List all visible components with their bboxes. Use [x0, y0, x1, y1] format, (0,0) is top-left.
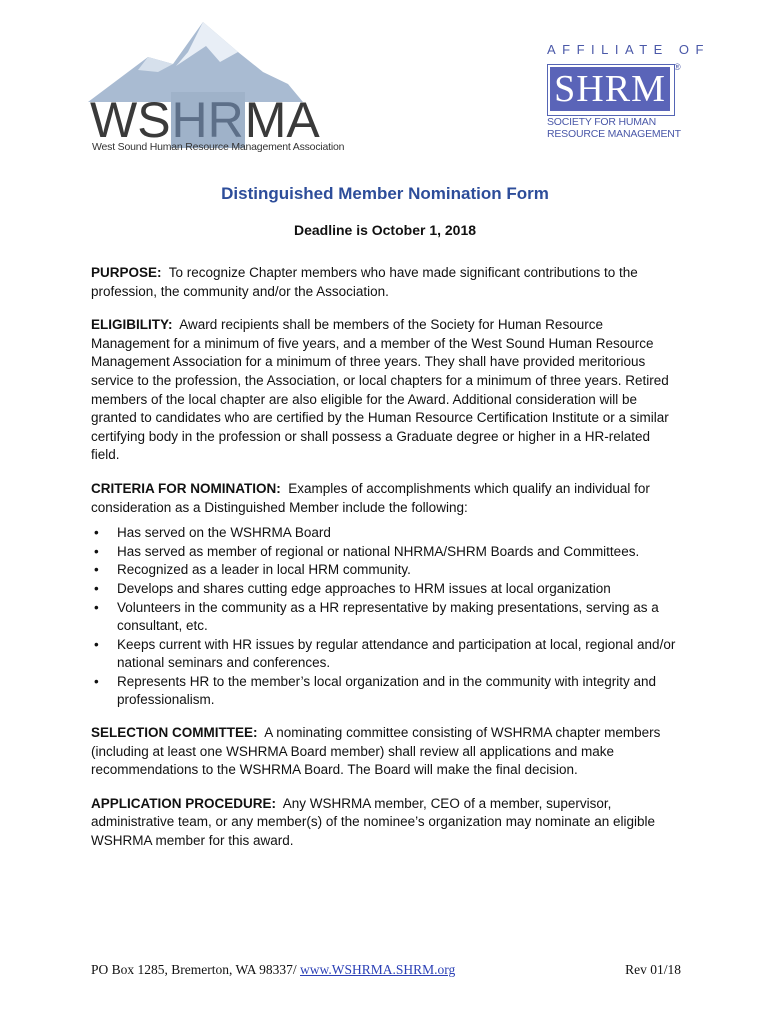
criteria-text: Examples of accomplishments which qualify an individual for consideration as a Distinguished Member include the following: [91, 480, 650, 515]
shrm-wordmark: SHRM [550, 67, 670, 111]
selection-text: A nominating committee consisting of WSHRMA chapter members (including at least one WSHRMA Board member) shall review all applications and make recommendations to the WSHRMA Board. The Board will make the final decision. [91, 725, 661, 778]
shrm-affiliate-logo [547, 42, 710, 152]
criteria-label: CRITERIA FOR NOMINATION: [91, 480, 281, 496]
revision-label: Rev 01/18 [625, 962, 681, 977]
wshrma-wordmark: WSHRMA [90, 92, 320, 148]
eligibility-section [91, 316, 681, 465]
shrm-subtitle [547, 116, 681, 140]
application-text: Any WSHRMA member, CEO of a member, supervisor, administrative team, or any member(s) of the nominee’s organization may nominate an eligible WSHRMA member for this award. [91, 795, 656, 849]
criteria-section [91, 480, 681, 517]
shrm-subtitle-line2: RESOURCE MANAGEMENT [547, 128, 681, 140]
selection-section [91, 724, 681, 780]
list-item: • Represents HR to the member’s local organization and in the community with integrity and professionalism. [111, 673, 681, 710]
registered-mark: ® [674, 62, 681, 72]
footer-address [91, 962, 455, 978]
address-text: PO Box 1285, Bremerton, WA 98337/ [91, 962, 300, 977]
shrm-box [547, 64, 675, 116]
wshrma-subtitle: West Sound Human Resource Management Association [92, 141, 345, 153]
list-item: • Recognized as a leader in local HRM community. [111, 561, 681, 580]
affiliate-label: AFFILIATE OF [547, 42, 710, 57]
website-link[interactable]: www.WSHRMA.SHRM.org [300, 962, 456, 977]
mountain-icon [88, 22, 303, 102]
eligibility-label: ELIGIBILITY: [91, 317, 173, 333]
purpose-label: PURPOSE: [91, 265, 162, 280]
eligibility-text: Award recipients shall be members of the Society for Human Resource Management for a minimum of five years, and a member of the West Sound Human Resource Management Association for a minimum of three years. They shall have provided meritorious service to the profession, the Association, or local chapters for a minimum of three years. Retired members of the local chapter are also eligible for the Award. Additional consideration will be granted to candidates who are certified by the Human Resource Certification Institute or a similar certifying body in the profession or shall possess a Graduate degree or higher in a HR-related field. [91, 317, 669, 463]
list-item: • Has served as member of regional or national NHRMA/SHRM Boards and Committees. [111, 543, 681, 562]
list-item: • Keeps current with HR issues by regular attendance and participation at local, regional and/or national seminars and conferences. [111, 636, 681, 673]
application-section [91, 795, 681, 851]
form-title: Distinguished Member Nomination Form [221, 184, 549, 203]
wshrma-logo [88, 22, 345, 157]
list-item: • Volunteers in the community as a HR representative by making presentations, serving as a consultant, etc. [111, 599, 681, 636]
list-item: • Has served on the WSHRMA Board [111, 524, 681, 543]
purpose-section [91, 264, 681, 301]
criteria-list [91, 524, 681, 710]
deadline: Deadline is October 1, 2018 [293, 222, 477, 238]
purpose-text: To recognize Chapter members who have made significant contributions to the profession, the community and/or the Association. [91, 265, 638, 299]
form-body [91, 264, 681, 866]
application-label: APPLICATION PROCEDURE: [91, 795, 277, 811]
list-item: • Develops and shares cutting edge approaches to HRM issues at local organization [111, 580, 681, 599]
shrm-subtitle-line1: SOCIETY FOR HUMAN [547, 116, 656, 128]
selection-label: SELECTION COMMITTEE: [91, 725, 258, 741]
